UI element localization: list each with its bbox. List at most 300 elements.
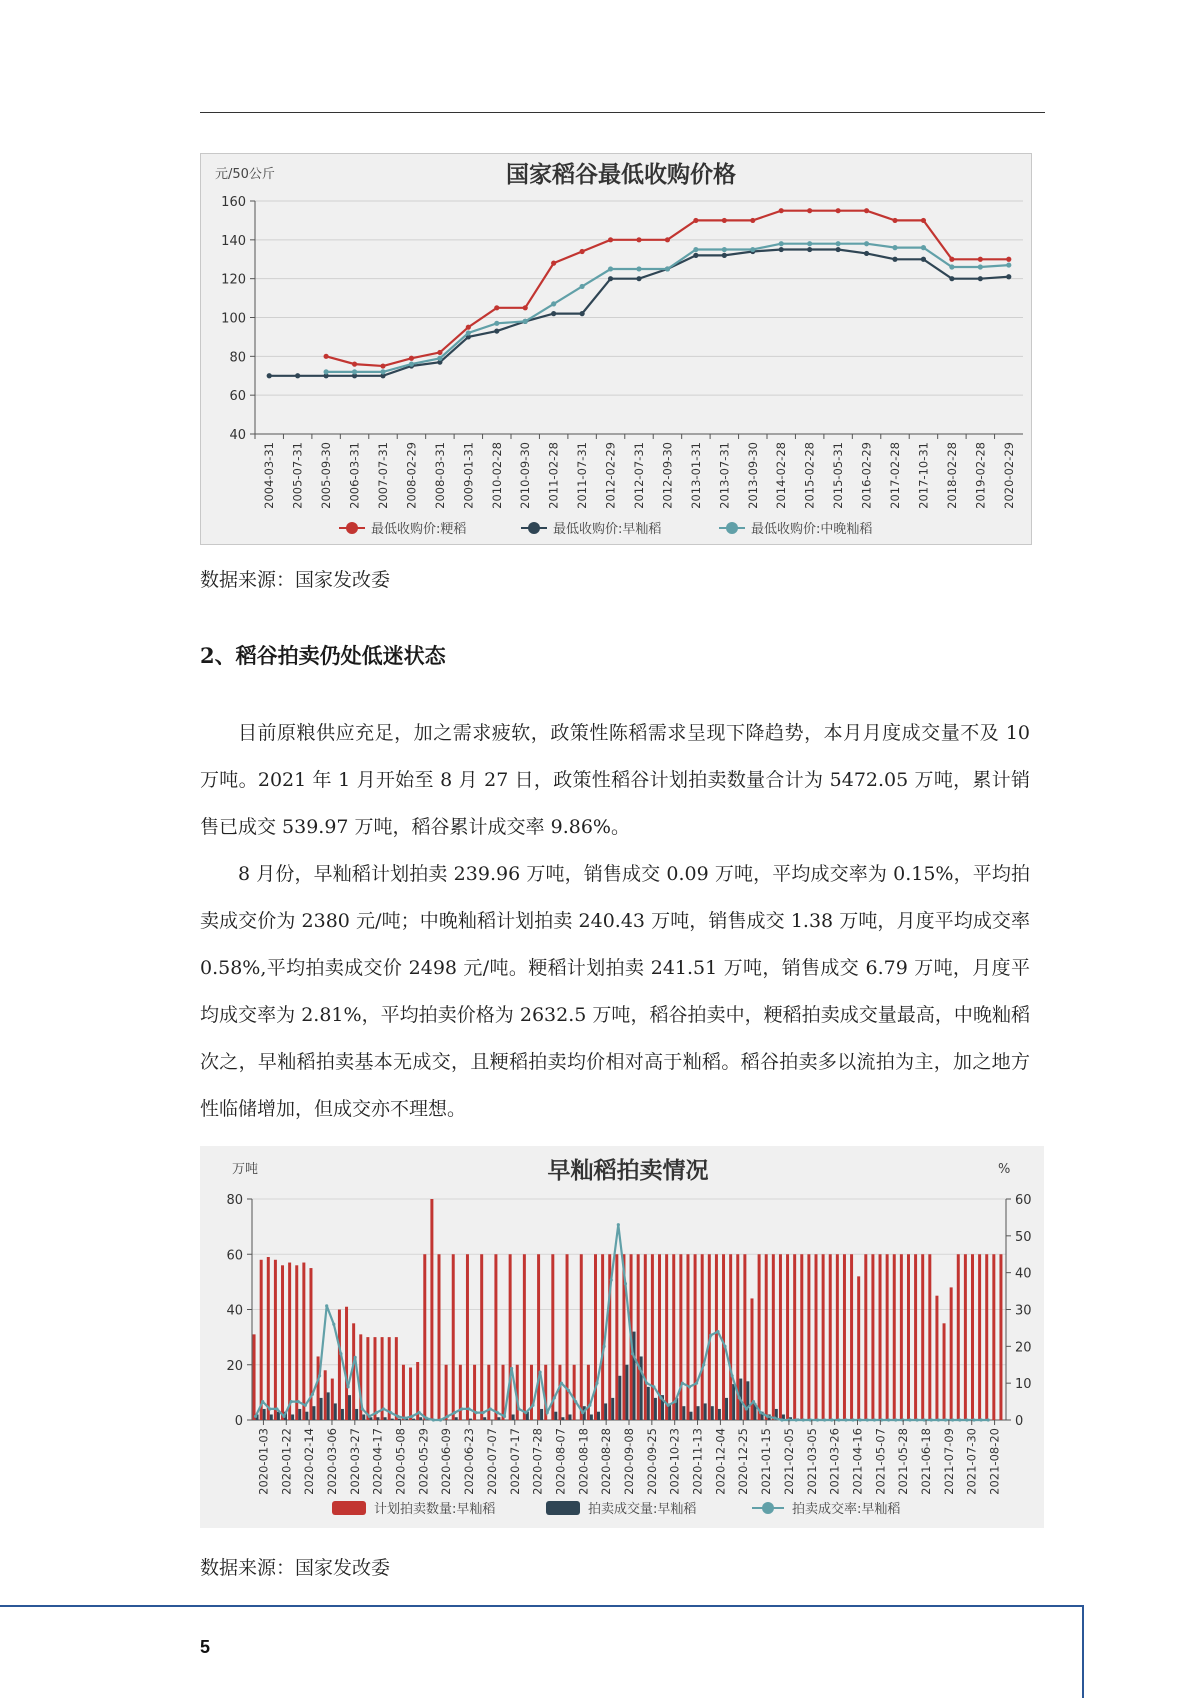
y2-tick-label: 60 [1015,1193,1032,1208]
chart1-source: 数据来源：国家发改委 [200,569,391,591]
page-number: 5 [200,1637,211,1657]
data-point [494,321,499,326]
bar-plan [530,1365,533,1420]
min-purchase-price-chart-svg [201,154,1031,544]
data-point [494,328,499,333]
data-point [295,373,300,378]
rate-point [731,1374,734,1377]
legend-label: 最低收购价:早籼稻 [553,522,662,537]
x-tick-label: 2020-08-07 [553,1428,568,1495]
x-tick-label: 2020-03-27 [347,1428,362,1495]
bar-plan [672,1254,675,1420]
data-point [779,247,784,252]
bar-plan [793,1254,796,1420]
data-point [523,319,528,324]
data-point [921,218,926,223]
bar-plan [601,1254,604,1420]
rate-point [944,1418,947,1421]
bar-plan [864,1254,867,1420]
bar-plan [914,1254,917,1420]
data-point [949,276,954,281]
rate-point [460,1407,463,1410]
x-tick-label: 2015-02-28 [802,442,817,509]
data-point [693,218,698,223]
bar-deal [355,1409,358,1420]
bar-deal [398,1419,401,1420]
rate-point [332,1323,335,1326]
bar-plan [800,1254,803,1420]
y-tick-label: 140 [221,233,246,249]
y2-tick-label: 30 [1015,1303,1032,1319]
x-tick-label: 2020-09-08 [622,1428,636,1495]
y-tick-label: 80 [226,1193,243,1208]
bar-plan [822,1254,825,1420]
bar-deal [711,1406,714,1420]
data-point [551,311,556,316]
bar-plan [772,1254,775,1420]
bar-deal [419,1417,422,1420]
y-tick-label: 120 [221,272,246,288]
x-tick-label: 2017-02-28 [888,442,902,509]
rate-point [282,1415,285,1418]
data-point [1006,257,1011,262]
x-tick-label: 2013-01-31 [688,442,703,509]
data-point [892,218,897,223]
x-tick-label: 2020-10-23 [667,1428,682,1495]
rate-point [546,1411,549,1414]
legend-swatch-plan [332,1501,366,1515]
x-tick-label: 2020-01-03 [256,1428,271,1495]
rate-point [410,1415,413,1418]
rate-point [560,1382,563,1385]
rate-point [937,1418,940,1421]
bar-plan [829,1254,832,1420]
rate-point [453,1411,456,1414]
data-point [380,369,385,374]
rate-point [574,1400,577,1403]
x-tick-label: 2020-06-09 [439,1428,454,1495]
bar-plan [871,1254,874,1420]
rate-point [837,1418,840,1421]
data-point [665,266,670,271]
bar-plan [886,1254,889,1420]
data-point [466,325,471,330]
rate-point [795,1418,798,1421]
rate-point [738,1396,741,1399]
rate-point [638,1367,641,1370]
data-point [409,362,414,367]
bar-plan [935,1296,938,1420]
bar-plan [459,1365,462,1420]
rate-point [297,1400,300,1403]
y2-tick-label: 10 [1015,1377,1032,1393]
rate-point [823,1418,826,1421]
bar-plan [665,1254,668,1420]
x-tick-label: 2008-03-31 [432,442,447,509]
bar-plan [494,1254,497,1420]
chart2-left-unit: 万吨 [232,1162,259,1177]
data-point [921,257,926,262]
data-point [324,354,329,359]
bar-deal [362,1414,365,1420]
data-point [665,237,670,242]
bar-plan [921,1254,924,1420]
x-tick-label: 2014-02-28 [774,442,789,509]
x-tick-label: 2006-03-31 [347,442,362,509]
bar-plan [729,1254,732,1420]
bar-plan [338,1310,341,1421]
bar-plan [715,1254,718,1420]
bar-deal [732,1384,735,1420]
bar-plan [843,1254,846,1420]
rate-point [866,1418,869,1421]
bar-plan [466,1254,469,1420]
bar-plan [587,1365,590,1420]
bar-deal [263,1409,266,1420]
bar-plan [423,1254,426,1420]
rate-point [503,1415,506,1418]
data-point [523,305,528,310]
x-tick-label: 2021-03-26 [827,1428,842,1495]
rate-point [773,1417,776,1420]
bar-plan [594,1254,597,1420]
bar-plan [281,1265,284,1420]
legend-label-rate: 拍卖成交率:早籼稻 [792,1502,901,1517]
y-tick-label: 20 [226,1358,243,1374]
rate-point [346,1385,349,1388]
bar-plan [260,1260,263,1420]
bar-plan [815,1254,818,1420]
rate-point [645,1382,648,1385]
data-point [864,208,869,213]
legend-label-plan: 计划拍卖数量:早籼稻 [374,1502,496,1517]
rate-point [474,1411,477,1414]
rate-point [496,1411,499,1414]
chart2-right-unit: % [998,1162,1011,1177]
rate-point [709,1334,712,1337]
data-point [494,305,499,310]
rate-point [318,1374,321,1377]
chart2-source: 数据来源：国家发改委 [200,1557,391,1579]
rate-point [702,1363,705,1366]
y2-tick-label: 0 [1015,1414,1024,1429]
chart1-y-unit: 元/50公斤 [215,167,275,182]
bar-plan [573,1365,576,1420]
bar-deal [483,1417,486,1420]
bar-plan [373,1337,376,1420]
bar-plan [978,1254,981,1420]
header-rule [200,112,1045,113]
bar-deal [625,1365,628,1420]
bar-plan [679,1254,682,1420]
bar-deal [604,1403,607,1420]
paragraph-1: 目前原粮供应充足，加之需求疲软，政策性陈稻需求呈现下降趋势，本月月度成交量不及 10 万吨。2021 年 1 月开始至 8 月 27 日，政策性稻谷计划拍卖数量合计为 5472.05 万吨，累计销售已成交 539.97 万吨，稻谷累计成交率 9.86%。 [200,722,1030,838]
bar-deal [647,1387,650,1420]
rate-point [467,1407,470,1410]
x-tick-label: 2021-01-15 [759,1428,774,1495]
series-line [326,211,1009,366]
rate-point [780,1418,783,1421]
data-point [1006,274,1011,279]
rate-point [802,1418,805,1421]
bar-deal [455,1417,458,1420]
rate-point [439,1418,442,1421]
data-point [580,311,585,316]
x-tick-label: 2020-12-25 [736,1428,751,1495]
section-heading: 2、稻谷拍卖仍处低迷状态 [200,643,446,668]
rate-point [972,1418,975,1421]
rate-point [951,1418,954,1421]
early-indica-auction-chart-svg [200,1146,1044,1528]
x-tick-label: 2020-05-08 [393,1428,408,1495]
rate-point [674,1400,677,1403]
x-tick-label: 2020-03-06 [324,1428,339,1495]
data-point [836,208,841,213]
chart1-title: 国家稻谷最低收购价格 [506,162,736,188]
bar-plan [807,1254,810,1420]
y2-tick-label: 40 [1015,1266,1032,1282]
rate-point [446,1415,449,1418]
rate-point [887,1418,890,1421]
rate-point [958,1418,961,1421]
bar-plan [943,1323,946,1420]
bar-plan [487,1365,490,1420]
x-tick-label: 2016-02-29 [859,442,874,509]
data-point [324,369,329,374]
bar-deal [469,1419,472,1420]
rate-point [752,1400,755,1403]
data-point [608,276,613,281]
bar-plan [295,1265,298,1420]
bar-deal [497,1417,500,1420]
bar-deal [298,1409,301,1420]
rate-point [980,1418,983,1421]
x-tick-label: 2021-07-09 [941,1428,956,1495]
bar-deal [291,1414,294,1420]
data-point [779,208,784,213]
bar-plan [985,1254,988,1420]
x-tick-label: 2021-05-28 [896,1428,911,1495]
chart2-title: 早籼稻拍卖情况 [547,1158,709,1184]
rate-point [382,1407,385,1410]
bar-deal [554,1412,557,1420]
rate-point [268,1407,271,1410]
bar-deal [597,1412,600,1420]
y-tick-label: 160 [221,195,246,210]
bar-deal [618,1376,621,1420]
data-point [978,257,983,262]
bar-plan [274,1260,277,1420]
data-point [693,247,698,252]
rate-point [617,1223,620,1226]
data-point [836,241,841,246]
x-tick-label: 2020-02-14 [302,1428,317,1495]
rate-point [745,1407,748,1410]
bar-plan [836,1254,839,1420]
rate-point [965,1418,968,1421]
data-point [437,350,442,355]
x-tick-label: 2015-05-31 [831,442,846,509]
x-tick-label: 2020-08-28 [599,1428,614,1495]
data-point [722,247,727,252]
bar-deal [725,1398,728,1420]
rate-point [631,1352,634,1355]
x-tick-label: 2021-04-16 [850,1428,865,1495]
rate-point [894,1418,897,1421]
rate-point [275,1407,278,1410]
rate-point [254,1415,257,1418]
bar-deal [270,1414,273,1420]
rate-point [482,1411,485,1414]
x-tick-label: 2020-02-29 [1001,442,1016,509]
data-point [722,218,727,223]
data-point [466,330,471,335]
bar-plan [644,1254,647,1420]
rate-point [603,1345,606,1348]
data-point [807,247,812,252]
rate-point [759,1411,762,1414]
data-point [1006,262,1011,267]
legend-swatch-rate-dot [762,1502,774,1514]
x-tick-label: 2019-02-28 [973,442,988,509]
rate-point [489,1407,492,1410]
bar-deal [341,1409,344,1420]
bar-deal [391,1419,394,1420]
data-point [580,249,585,254]
rate-point [553,1396,556,1399]
bar-plan [857,1276,860,1420]
x-tick-label: 2018-02-28 [944,442,959,509]
bar-plan [879,1254,882,1420]
data-point [949,257,954,262]
rate-point [389,1411,392,1414]
bar-deal [746,1381,749,1420]
bar-plan [850,1254,853,1420]
bar-plan [964,1254,967,1420]
rate-point [339,1352,342,1355]
data-point [779,241,784,246]
bar-plan [615,1254,618,1420]
rate-point [432,1418,435,1421]
footer-rule-vertical [1082,1605,1084,1698]
legend-label: 最低收购价:粳稻 [371,522,467,537]
x-tick-label: 2020-04-17 [370,1428,385,1495]
rate-point [610,1278,613,1281]
x-tick-label: 2020-09-25 [644,1428,659,1495]
bar-plan [743,1254,746,1420]
data-point [864,251,869,256]
bar-plan [288,1263,291,1420]
data-point [807,241,812,246]
rate-point [652,1385,655,1388]
x-tick-label: 2012-02-29 [603,442,618,509]
data-point [409,356,414,361]
x-tick-label: 2020-08-18 [576,1428,591,1495]
bar-plan [580,1254,583,1420]
rate-point [659,1396,662,1399]
rate-point [688,1385,691,1388]
data-point [892,257,897,262]
rate-point [354,1356,357,1359]
rate-point [325,1304,328,1307]
bar-plan [566,1254,569,1420]
bar-deal [697,1406,700,1420]
y-tick-label: 100 [221,311,246,327]
rate-point [859,1418,862,1421]
bar-plan [317,1356,320,1420]
data-point [551,301,556,306]
bar-deal [633,1332,636,1420]
x-tick-label: 2021-03-05 [804,1428,819,1495]
data-point [892,245,897,250]
rate-point [368,1415,371,1418]
bar-plan [558,1365,561,1420]
footer-rule [0,1605,1084,1607]
bar-plan [971,1254,974,1420]
data-point [921,245,926,250]
rate-point [624,1282,627,1285]
x-tick-label: 2005-09-30 [319,442,334,509]
x-tick-label: 2021-02-05 [781,1428,796,1495]
data-point [636,276,641,281]
bar-deal [320,1398,323,1420]
bar-plan [758,1254,761,1420]
rate-point [311,1393,314,1396]
bar-deal [312,1406,315,1420]
bar-plan [537,1254,540,1420]
bar-plan [523,1254,526,1420]
bar-plan [366,1337,369,1420]
x-tick-label: 2020-06-23 [462,1428,477,1495]
y-tick-label: 40 [229,428,246,443]
paragraph-2: 8 月份，早籼稻计划拍卖 239.96 万吨，销售成交 0.09 万吨，平均成交率为 0.15%，平均拍卖成交价为 2380 元/吨；中晚籼稻计划拍卖 240.43 万吨，销售成交 1.38 万吨，月度平均成交率 0.58%,平均拍卖成交价 2498 元/吨。粳稻计划拍卖 241.51 万吨，销售成交 6.79 万吨，月度平均成交率为 2.81%，平均拍卖价格为 2632.5 万吨，稻谷拍卖中，粳稻拍卖成交量最高，中晚籼稻次之，早籼稻拍卖基本无成交，且粳稻拍卖均价相对高于籼稻。稻谷拍卖多以流拍为主，加之地方性临储增加，但成交亦不理想。 [200,863,1030,1120]
y-tick-label: 60 [229,389,246,405]
bar-deal [569,1414,572,1420]
bar-deal [348,1395,351,1420]
rate-point [667,1404,670,1407]
bar-plan [786,1254,789,1420]
data-point [551,261,556,266]
x-tick-label: 2020-12-04 [713,1428,728,1495]
bar-deal [718,1409,721,1420]
rate-point [361,1407,364,1410]
x-tick-label: 2010-09-30 [518,442,533,509]
rate-point [524,1411,527,1414]
x-tick-label: 2010-02-28 [489,442,504,509]
bar-plan [388,1337,391,1420]
bar-plan [651,1254,654,1420]
bar-plan [551,1254,554,1420]
rate-point [425,1417,428,1420]
legend-swatch-dot [528,522,540,534]
data-point [750,247,755,252]
data-point [750,218,755,223]
y-tick-label: 0 [234,1414,243,1429]
x-tick-label: 2020-07-07 [484,1428,499,1495]
rate-point [595,1382,598,1385]
bar-plan [331,1379,334,1420]
series-line [326,244,1009,372]
rate-point [588,1404,591,1407]
bar-plan [324,1370,327,1420]
bar-deal [305,1412,308,1420]
data-point [580,284,585,289]
bar-plan [302,1263,305,1420]
rate-point [873,1418,876,1421]
bar-plan [445,1365,448,1420]
rate-point [581,1411,584,1414]
bar-plan [779,1254,782,1420]
